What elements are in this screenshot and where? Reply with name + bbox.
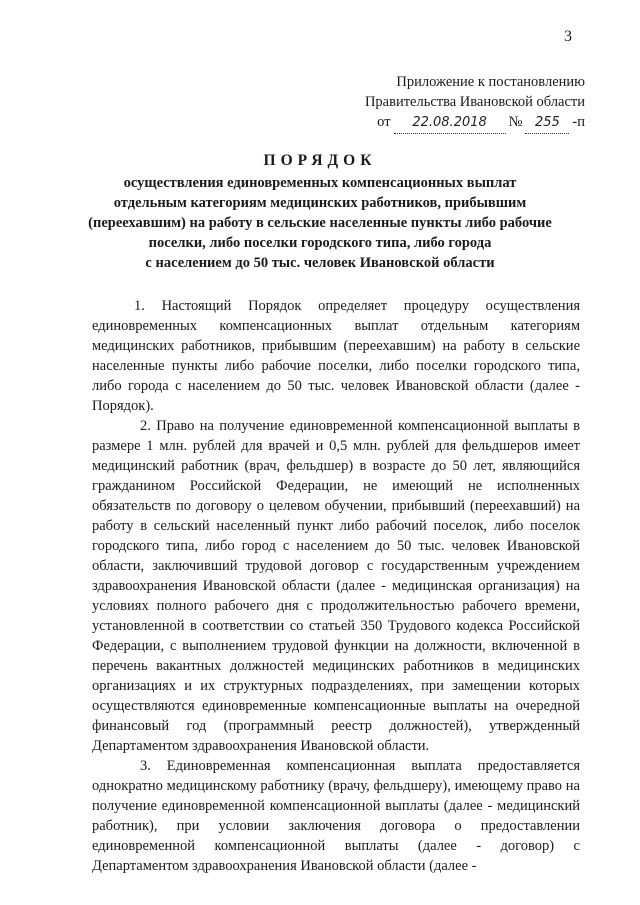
- subtitle-line: осуществления единовременных компенсационных выплат: [123, 175, 517, 191]
- handwritten-date: 22.08.2018: [394, 113, 506, 134]
- document-title: ПОРЯДОК: [263, 152, 377, 169]
- number-suffix: -п: [572, 114, 585, 130]
- paragraph-2: 2. Право на получение единовременной компенсационной выплаты в размере 1 млн. рублей для врачей и 0,5 млн. рублей для фельдшеров имеет медицинский работник (врач, фельдшер) в возрасте до 50 лет, являющийся гражданином Российской Федерации, не имеющий не исполненных обязательств по договору о целевом обучении, прибывший (переехавший) на работу в сельский населенный пункт либо рабочий поселок, либо поселок городского типа, либо город с населением до 50 тыс. человек Ивановской области, заключивший трудовой договор с государственным учреждением здравоохранения Ивановской области (далее - медицинская организация) на условиях полного рабочего дня с продолжительностью рабочего времени, установленной в соответствии со статьей 350 Трудового кодекса Российской Федерации, с выполнением трудовой функции на должности, включенной в перечень вакантных должностей медицинских работников в медицинских организациях и их структурных подразделениях, при замещении которых осуществляются единовременные компенсационные выплаты на очередной финансовый год (программный реестр должностей), утвержденный Департаментом здравоохранения Ивановской области.: [92, 418, 580, 754]
- handwritten-number: 255: [525, 113, 569, 134]
- appendix-header: [345, 72, 585, 134]
- number-label: №: [508, 114, 523, 130]
- subtitle-line: отдельным категориям медицинских работников, прибывшим: [113, 195, 527, 211]
- paragraph-1: 1. Настоящий Порядок определяет процедуру осуществления единовременных компенсационных выплат отдельным категориям медицинских работников, прибывшим (переехавшим) на работу в сельские населенные пункты либо рабочие поселки, либо поселки городского типа, либо города с населением до 50 тыс. человек Ивановской области (далее - Порядок).: [92, 298, 580, 414]
- document-body: [92, 296, 580, 876]
- subtitle-line: поселки, либо поселки городского типа, либо города: [148, 235, 492, 251]
- header-date-number-line: [345, 112, 585, 134]
- paragraph-3: 3. Единовременная компенсационная выплата предоставляется однократно медицинскому работнику (врачу, фельдшеру), имеющему право на получение единовременной компенсационной выплаты (далее - медицинский работник), при условии заключения договора о предоставлении единовременной компенсационной выплаты (далее - договор) с Департаментом здравоохранения Ивановской области (далее -: [92, 758, 580, 874]
- header-line-1: Приложение к постановлению: [396, 74, 585, 90]
- page-number: 3: [564, 28, 572, 45]
- from-label: от: [377, 114, 391, 130]
- subtitle-line: (переехавшим) на работу в сельские населенные пункты либо рабочие: [88, 215, 552, 231]
- header-line-2: Правительства Ивановской области: [364, 94, 585, 110]
- document-subtitle: [60, 173, 580, 273]
- subtitle-line: с населением до 50 тыс. человек Ивановской области: [145, 255, 495, 271]
